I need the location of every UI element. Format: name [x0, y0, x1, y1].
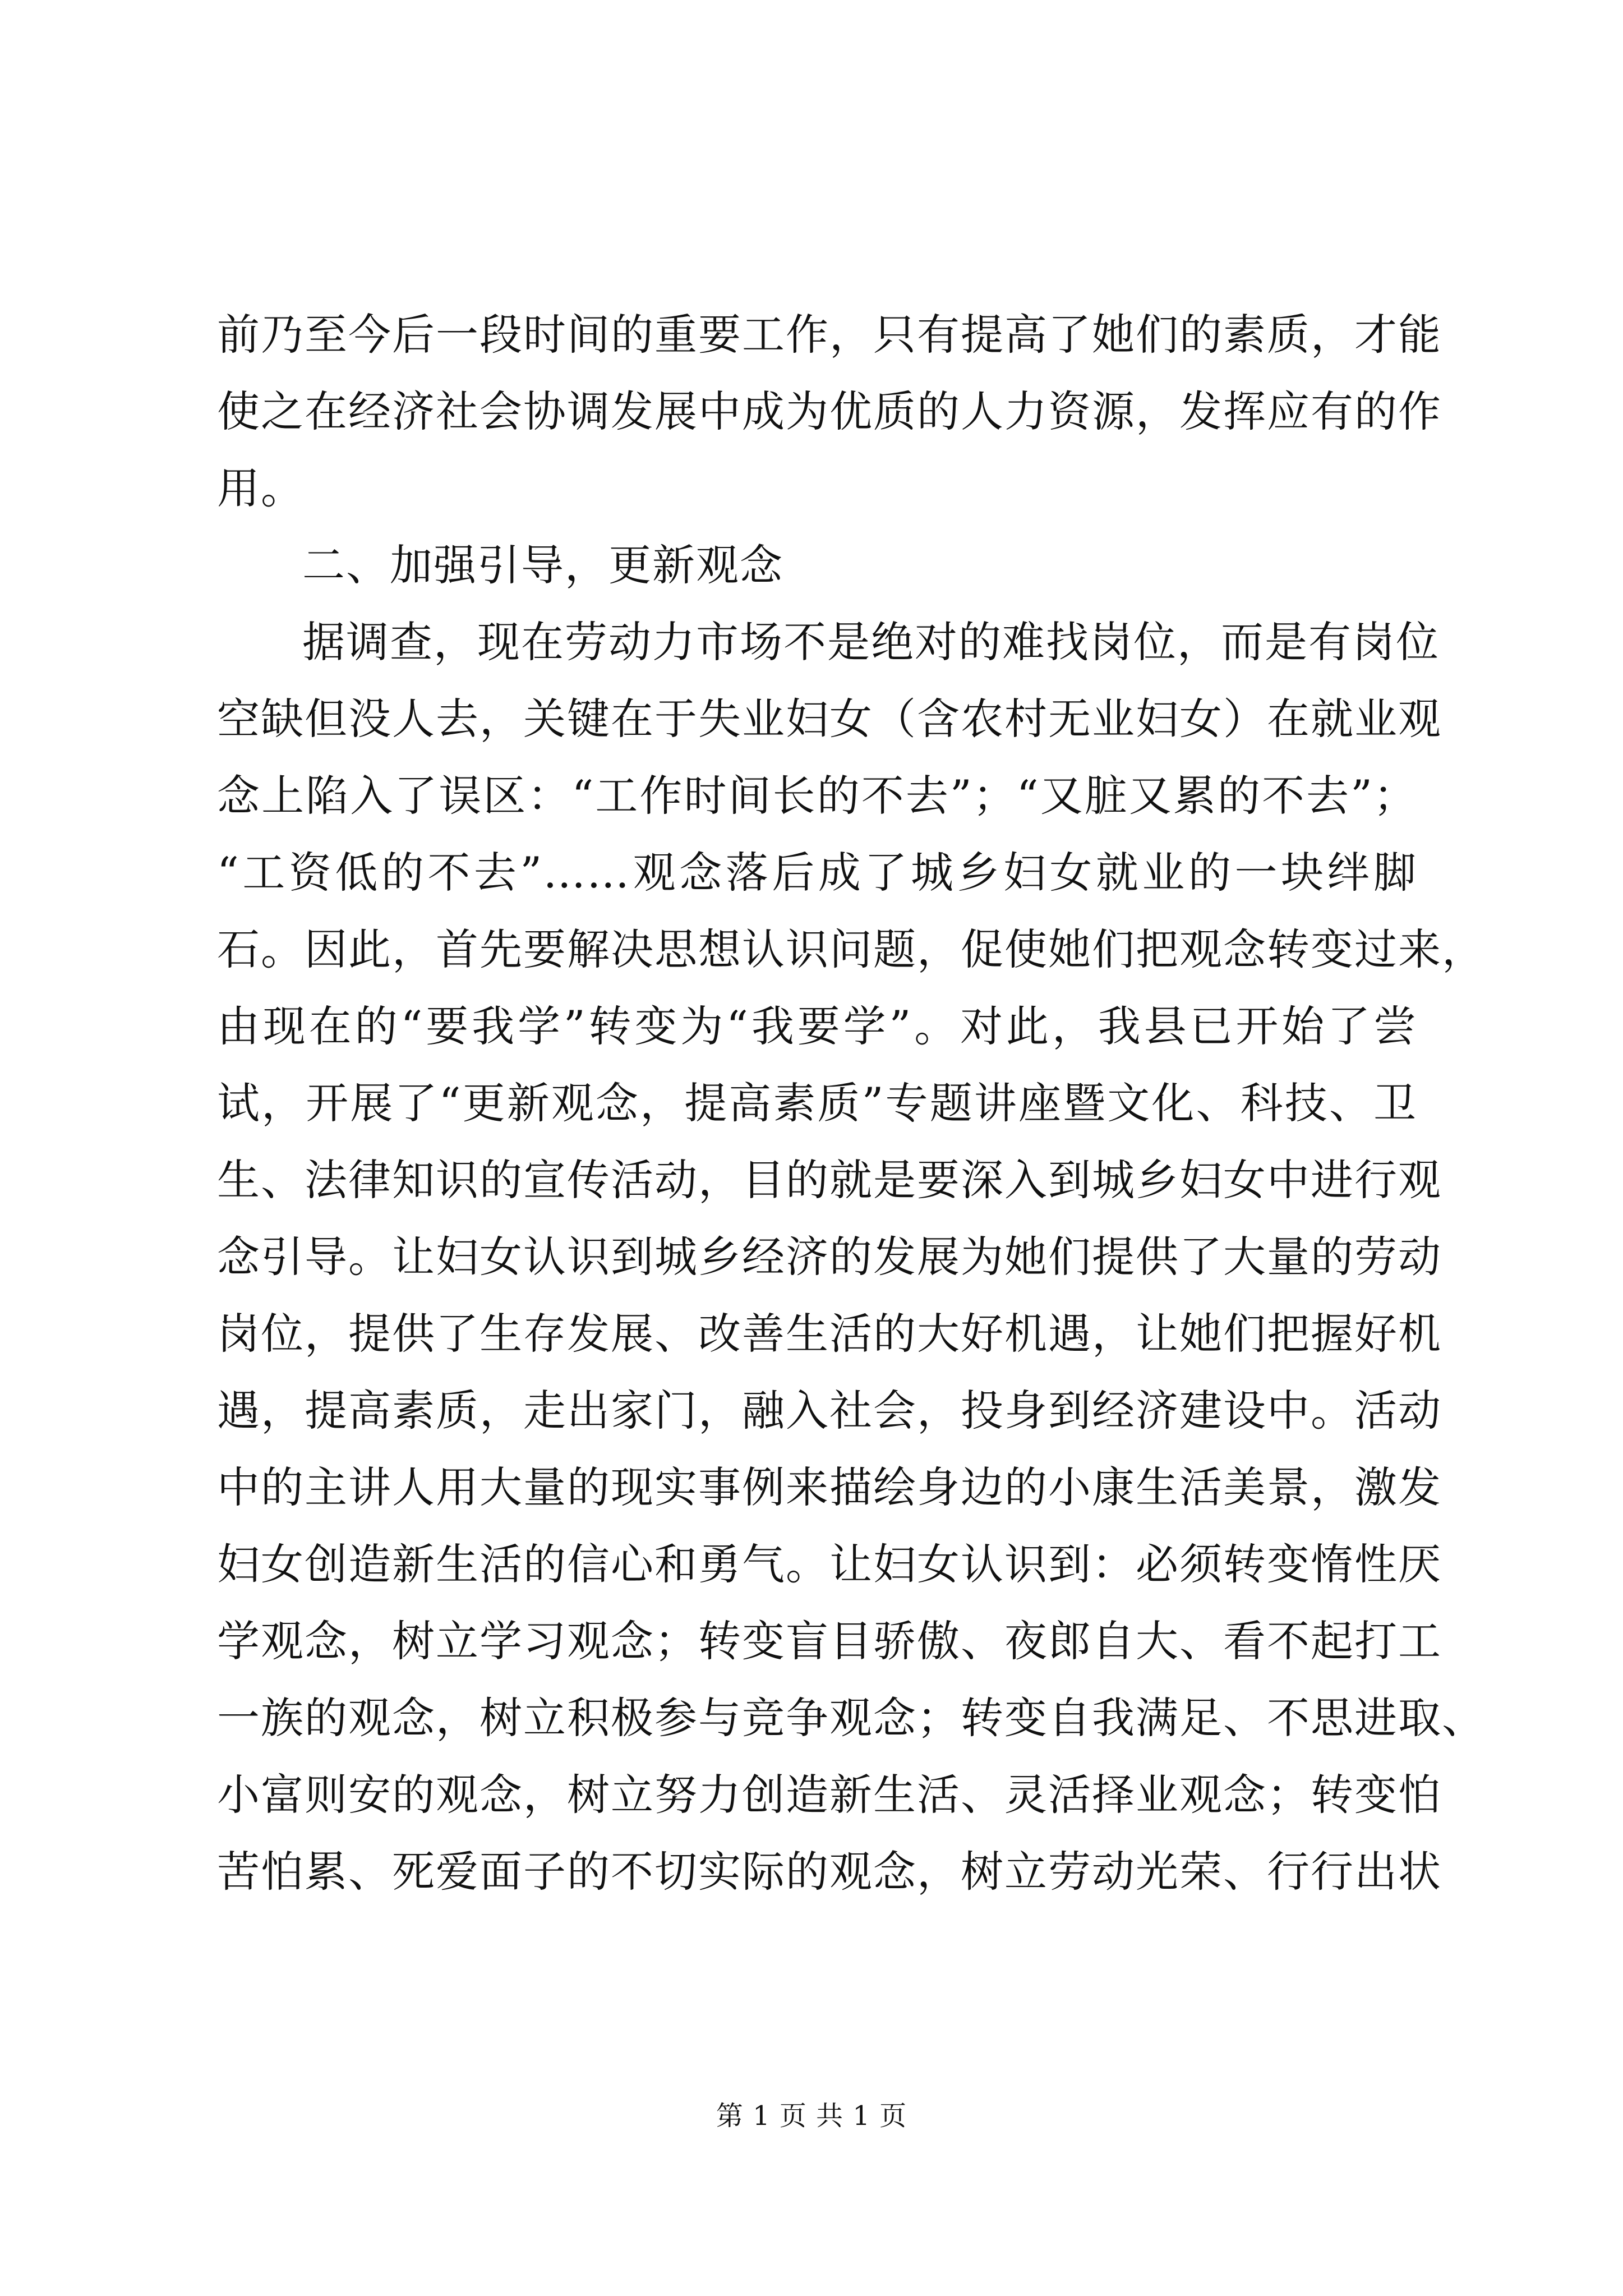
text-line: 由现在的“要我学”转变为“我要学”。对此，我县已开始了尝 — [217, 1001, 1417, 1051]
text-line: 石。因此，首先要解决思想认识问题，促使她们把观念转变过来， — [217, 924, 1486, 974]
text-line: 一族的观念，树立积极参与竞争观念；转变自我满足、不思进取、 — [217, 1693, 1486, 1743]
text-line: 念上陷入了误区：“工作时间长的不去”；“又脏又累的不去”； — [217, 771, 1417, 821]
page-footer: 第 1 页 共 1 页 — [716, 2100, 907, 2132]
text-line: “工资低的不去”……观念落后成了城乡妇女就业的一块绊脚 — [217, 848, 1417, 898]
text-line: 小富则安的观念，树立努力创造新生活、灵活择业观念；转变怕 — [217, 1770, 1442, 1820]
text-line: 前乃至今后一段时间的重要工作，只有提高了她们的素质，才能 — [217, 310, 1442, 360]
text-line: 遇，提高素质，走出家门，融入社会，投身到经济建设中。活动 — [217, 1386, 1442, 1435]
text-line: 学观念，树立学习观念；转变盲目骄傲、夜郎自大、看不起打工 — [217, 1616, 1442, 1666]
text-line: 妇女创造新生活的信心和勇气。让妇女认识到：必须转变惰性厌 — [217, 1539, 1442, 1589]
section-heading: 二、加强引导，更新观念 — [302, 540, 783, 590]
text-line: 据调查，现在劳动力市场不是绝对的难找岗位，而是有岗位 — [302, 617, 1440, 667]
text-line: 念引导。让妇女认识到城乡经济的发展为她们提供了大量的劳动 — [217, 1232, 1442, 1282]
text-line: 生、法律知识的宣传活动，目的就是要深入到城乡妇女中进行观 — [217, 1155, 1442, 1205]
text-line: 试，开展了“更新观念，提高素质”专题讲座暨文化、科技、卫 — [217, 1078, 1417, 1128]
text-line: 苦怕累、死爱面子的不切实际的观念，树立劳动光荣、行行出状 — [217, 1847, 1442, 1897]
text-line: 中的主讲人用大量的现实事例来描绘身边的小康生活美景，激发 — [217, 1462, 1442, 1512]
text-line: 岗位，提供了生存发展、改善生活的大好机遇，让她们把握好机 — [217, 1309, 1442, 1359]
text-line: 使之在经济社会协调发展中成为优质的人力资源，发挥应有的作 — [217, 386, 1442, 436]
text-line: 空缺但没人去，关键在于失业妇女（含农村无业妇女）在就业观 — [217, 694, 1442, 744]
body-text — [217, 296, 1486, 1910]
text-line: 用。 — [217, 463, 305, 513]
